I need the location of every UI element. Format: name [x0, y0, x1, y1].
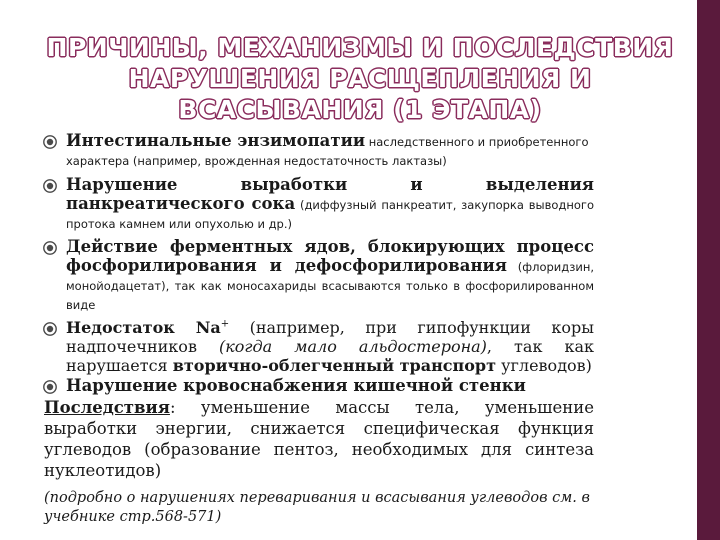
- list-item: [44, 318, 594, 375]
- slide-title: [30, 32, 690, 125]
- item-text: (например, при гипофункции коры надпочечников: [66, 318, 595, 356]
- item-italic: (когда мало альдостерона): [219, 337, 487, 356]
- item-bold: Интестинальные энзимопатии: [66, 131, 366, 150]
- title-line-2: НАРУШЕНИЯ РАСЩЕПЛЕНИЯ И: [128, 64, 592, 93]
- bullet-icon: [42, 240, 58, 256]
- item-text: (флоридзин, монойодацетат), так как моносахариды всасываются только в фосфорилированном виде: [66, 260, 594, 312]
- bullet-icon: [42, 379, 58, 395]
- bullet-icon: [42, 134, 58, 150]
- content: [44, 131, 594, 527]
- right-accent-bar: [697, 0, 720, 540]
- consequences: [44, 397, 594, 481]
- item-bold: Недостаток Na: [66, 318, 221, 337]
- list-item: [44, 237, 594, 313]
- sodium-charge: +: [220, 318, 230, 330]
- bullet-icon: [42, 321, 58, 337]
- item-text: (диффузный панкреатит, закупорка выводного протока камнем или опухолью и др.): [66, 198, 594, 231]
- list-item: [44, 131, 594, 169]
- item-bold: Нарушение кровоснабжения кишечной стенки: [66, 376, 526, 395]
- item-bold: Нарушение выработки и выделения панкреатического сока: [66, 175, 594, 213]
- item-text: , так как нарушается: [66, 337, 595, 375]
- bullet-icon: [42, 178, 58, 194]
- list-item: [44, 175, 594, 232]
- list-item: [44, 376, 594, 395]
- consequences-label: Последствия: [44, 398, 170, 417]
- title-line-1: ПРИЧИНЫ, МЕХАНИЗМЫ И ПОСЛЕДСТВИЯ: [46, 33, 674, 62]
- item-bold: Действие ферментных ядов, блокирующих процесс фосфорилирования и дефосфорилирования: [66, 237, 594, 275]
- item-bold-2: вторично-облегченный транспорт: [172, 356, 497, 375]
- title-line-3: ВСАСЫВАНИЯ (1 ЭТАПА): [178, 95, 542, 124]
- textbook-note: (подробно о нарушениях переваривания и всасывания углеводов см. в учебнике стр.568-571): [44, 490, 590, 525]
- consequences-text: : уменьшение массы тела, уменьшение выработки энергии, снижается специфическая функция углеводов (образование пентоз, необходимых для синтеза нуклеотидов): [44, 398, 594, 480]
- item-text: наследственного и приобретенного характера (например, врожденная недостаточность лактазы): [66, 135, 589, 168]
- item-text: углеводов): [496, 356, 592, 375]
